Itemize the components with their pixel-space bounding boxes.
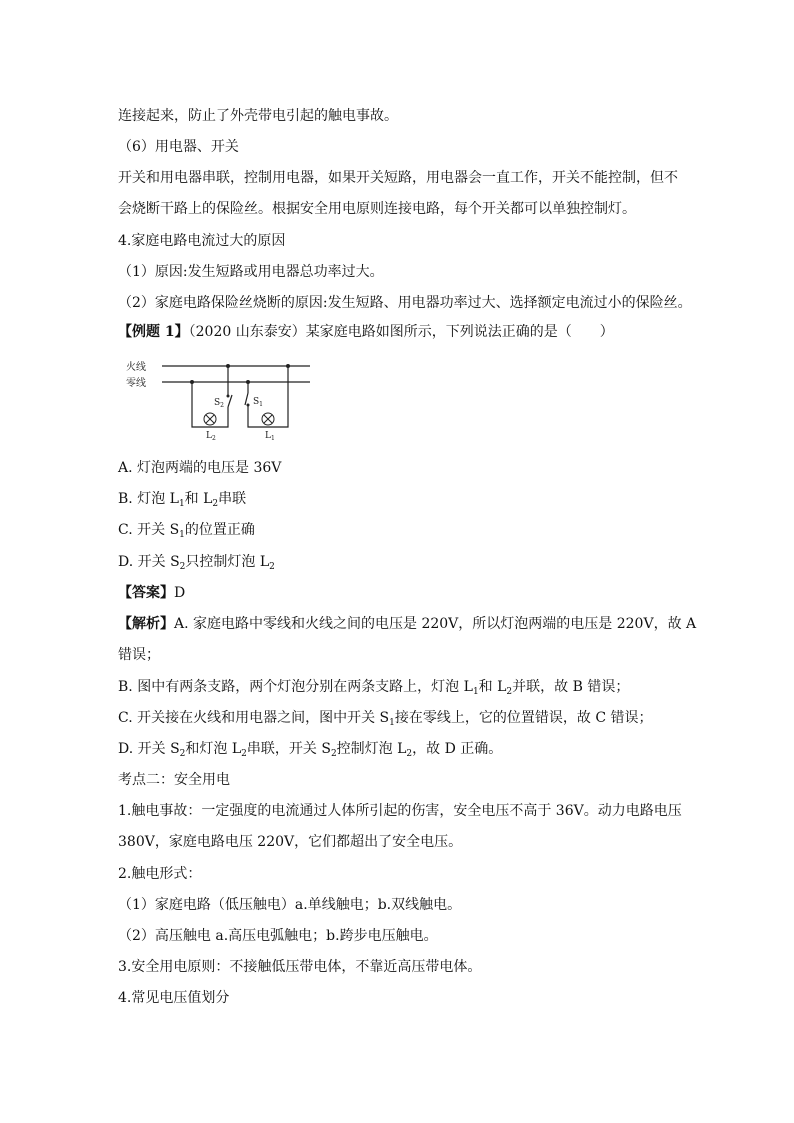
- switch-s2-label: S: [214, 398, 221, 408]
- paragraph-line: 1.触电事故：一定强度的电流通过人体所引起的伤害，安全电压不高于 36V。动力电路电压: [118, 803, 682, 819]
- example-question: [118, 322, 614, 342]
- paragraph-line: （1）家庭电路（低压触电）a.单线触电；b.双线触电。: [118, 897, 462, 913]
- paragraph-line: （1）原因:发生短路或用电器总功率过大。: [118, 264, 384, 280]
- circuit-diagram: [120, 355, 320, 445]
- svg-text:L2: $L_2$: [206, 431, 216, 442]
- switch-s1-label: S: [253, 397, 260, 407]
- junction-dot: [226, 364, 230, 368]
- paragraph-line: 4.常见电压值划分: [118, 990, 230, 1006]
- analysis-line: 错误；: [118, 647, 160, 663]
- example-text: （2020 山东泰安）某家庭电路如图所示，下列说法正确的是（ ）: [188, 324, 614, 340]
- analysis-line: C. 开关接在火线和用电器之间，图中开关 $S_1$接在零线上，它的位置错误，故 C 错误；: [118, 710, 653, 728]
- svg-text:S1: $S_1$: [253, 397, 263, 408]
- option-a: A. 灯泡两端的电压是 36V: [118, 460, 282, 476]
- paragraph-line: 2.触电形式：: [118, 866, 202, 882]
- option-b: B. 灯泡 $L_1$和 $L_2$串联: [118, 491, 247, 509]
- switch-s1-blade: [245, 393, 248, 405]
- paragraph-line: 会烧断干路上的保险丝。根据安全用电原则连接电路，每个开关都可以单独控制灯。: [118, 201, 636, 217]
- paragraph-line: （2）家庭电路保险丝烧断的原因:发生短路、用电器功率过大、选择额定电流过小的保险丝。: [118, 295, 692, 311]
- answer-value: D: [174, 585, 186, 601]
- paragraph-line: （2）高压触电 a.高压电弧触电；b.跨步电压触电。: [118, 928, 438, 944]
- switch-contact: [227, 395, 230, 398]
- subheading-overcurrent: 4.家庭电路电流过大的原因: [118, 233, 286, 249]
- svg-text:L1: $L_1$: [265, 431, 275, 442]
- option-c: C. 开关 $S_1$的位置正确: [118, 522, 255, 540]
- analysis-line: 【解析】A. 家庭电路中零线和火线之间的电压是 220V，所以灯泡两端的电压是 220V，故 A: [118, 616, 697, 632]
- switch-contact: [247, 404, 250, 407]
- junction-dot: [286, 364, 290, 368]
- paragraph-line: 3.安全用电原则：不接触低压带电体，不靠近高压带电体。: [118, 959, 482, 975]
- lamp-l2-label: L: [206, 431, 212, 441]
- live-wire-label: 火线: [126, 362, 146, 373]
- answer: [118, 583, 185, 603]
- svg-text:S2: $S_2$: [214, 398, 224, 409]
- subheading-appliance-switch: （6）用电器、开关: [118, 139, 239, 155]
- lamp-l2-icon: [204, 413, 216, 425]
- option-d: D. 开关 $S_2$只控制灯泡 $L_2$: [118, 554, 275, 572]
- example-tag: 【例题 1】: [118, 324, 189, 340]
- analysis-line: B. 图中有两条支路，两个灯泡分别在两条支路上，灯泡 $L_1$和 $L_2$并联，故 B 错误；: [118, 679, 630, 697]
- paragraph-line: 连接起来，防止了外壳带电引起的触电事故。: [118, 108, 398, 124]
- answer-tag: 【答案】: [118, 585, 174, 601]
- paragraph-line: 380V，家庭电路电压 220V，它们都超出了安全电压。: [118, 834, 463, 850]
- lamp-l1-label: L: [265, 431, 271, 441]
- paragraph-line: 开关和用电器串联，控制用电器，如果开关短路，用电器会一直工作，开关不能控制，但不: [118, 170, 678, 186]
- section-title: 考点二：安全用电: [118, 772, 230, 788]
- junction-dot: [246, 380, 250, 384]
- lamp-l1-icon: [262, 413, 274, 425]
- neutral-wire-label: 零线: [126, 378, 146, 389]
- analysis-line: D. 开关 $S_2$和灯泡 $L_2$串联，开关 $S_2$控制灯泡 $L_2$，故 D 正确。: [118, 741, 503, 759]
- analysis-tag: 【解析】: [118, 616, 174, 632]
- junction-dot: [190, 380, 194, 384]
